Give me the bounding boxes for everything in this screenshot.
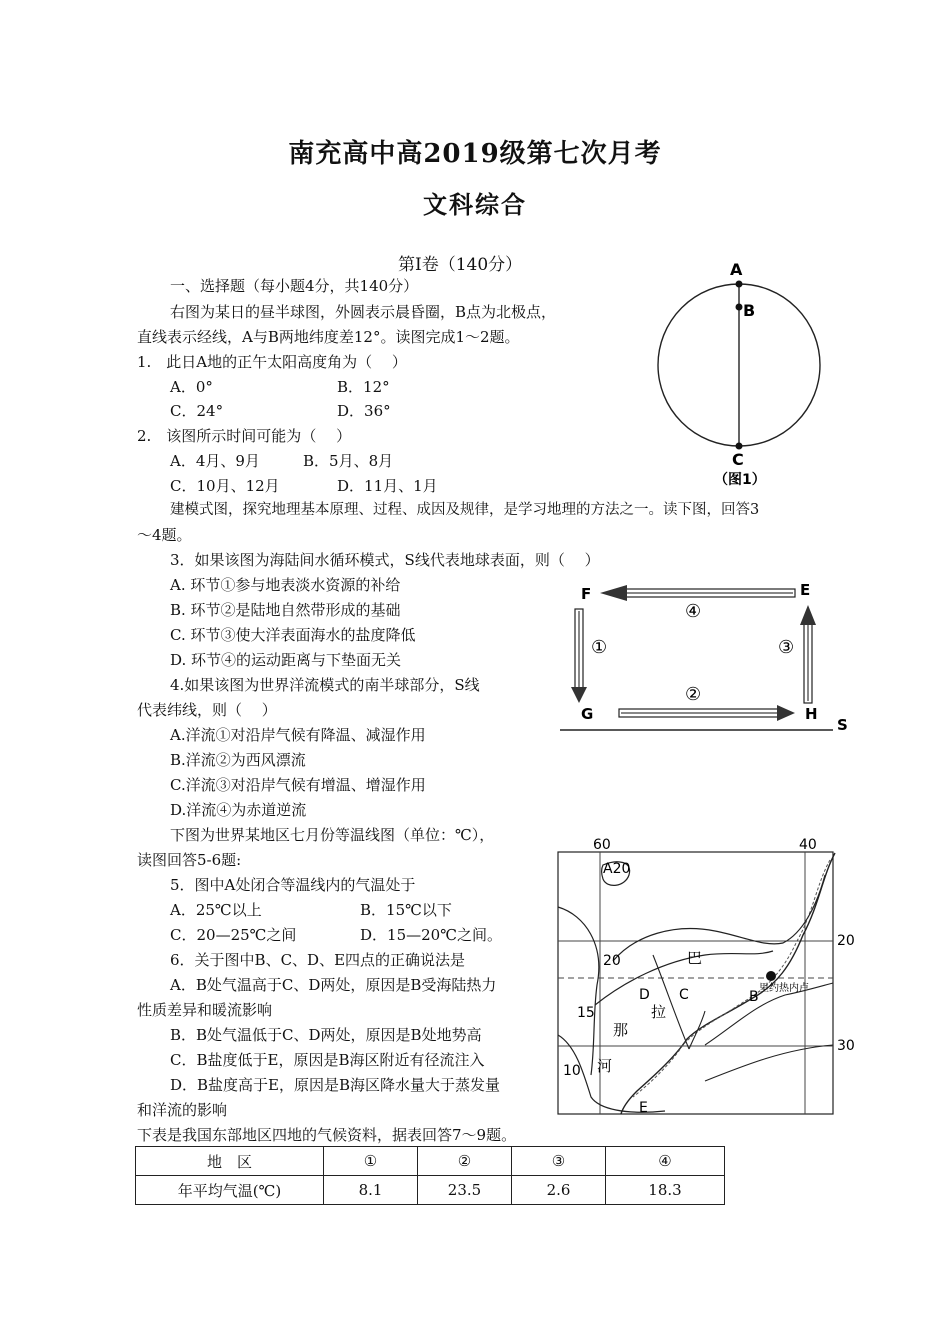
option: C．B盐度低于E，原因是B海区附近有径流注入	[170, 1051, 485, 1069]
option: A．25℃以上	[170, 901, 262, 919]
figure-1-hemisphere	[640, 255, 840, 490]
point-a	[736, 281, 743, 288]
option: B．12°	[337, 378, 390, 396]
label-n4: ④	[685, 601, 702, 622]
point-b	[736, 304, 743, 311]
option: 和洋流的影响	[137, 1101, 228, 1119]
label-he: 河	[597, 1057, 613, 1075]
figure-caption: （图1）	[714, 472, 766, 488]
option: D．15—20℃之间。	[360, 926, 502, 944]
option: A.洋流①对沿岸气候有降温、减湿作用	[170, 726, 426, 744]
option: C．24°	[170, 402, 224, 420]
label-lat30: 30	[837, 1038, 855, 1054]
label-b: B	[749, 989, 759, 1005]
question-stem: 5．图中A处闭合等温线内的气温处于	[170, 876, 416, 894]
question-stem: 6．关于图中B、C、D、E四点的正确说法是	[170, 951, 466, 969]
point-c	[736, 443, 743, 450]
table-cell: 2.6	[512, 1176, 606, 1205]
label-lat20: 20	[837, 933, 855, 949]
label-la: 拉	[651, 1003, 667, 1021]
option: 性质差异和暖流影响	[137, 1001, 273, 1019]
label-b: B	[743, 301, 756, 320]
option: B．B处气温低于C、D两处，原因是B处地势高	[170, 1026, 482, 1044]
label-e: E	[639, 1100, 648, 1116]
label-n2: ②	[685, 684, 702, 705]
arrow-1	[571, 609, 587, 703]
label-city: 里约热内卢	[759, 983, 809, 994]
rio-marker	[766, 971, 776, 981]
table-header-row	[136, 1147, 725, 1176]
label-d: D	[639, 987, 650, 1003]
intro-text: 右图为某日的昼半球图，外圆表示晨昏圈，B点为北极点，	[170, 303, 557, 321]
option: A．4月、9月	[170, 452, 260, 470]
arrow-4	[600, 585, 795, 601]
option: D．11月、1月	[337, 477, 438, 495]
option: D．36°	[337, 402, 391, 420]
option: C．20—25℃之间	[170, 926, 297, 944]
question-stem: 2. 该图所示时间可能为（ ）	[137, 427, 352, 445]
label-lon60: 60	[593, 837, 611, 853]
cycle-diagram	[555, 575, 855, 745]
intro-text: 直线表示经线，A与B两地纬度差12°。读图完成1～2题。	[137, 328, 520, 346]
table-cell: 8.1	[324, 1176, 418, 1205]
label-a: A	[730, 260, 743, 279]
isotherm-map	[555, 835, 865, 1120]
option: D. 环节④的运动距离与下垫面无关	[170, 651, 402, 669]
table-cell: 23.5	[418, 1176, 512, 1205]
arrow-3	[800, 605, 816, 703]
climate-table	[135, 1146, 725, 1205]
label-s: S	[837, 716, 848, 734]
label-iso10: 10	[563, 1063, 581, 1079]
option: D．B盐度高于E，原因是B海区降水量大于蒸发量	[170, 1076, 501, 1094]
option: A．0°	[170, 378, 213, 396]
table-header: ①	[324, 1147, 418, 1176]
option: C.洋流③对沿岸气候有增温、增湿作用	[170, 776, 426, 794]
label-h: H	[805, 705, 818, 723]
option: B.洋流②为西风漂流	[170, 751, 306, 769]
label-e: E	[800, 581, 811, 599]
isotherm-30	[705, 1045, 833, 1081]
label-lon40: 40	[799, 837, 817, 853]
option: C. 环节③使大洋表面海水的盐度降低	[170, 626, 416, 644]
label-n3: ③	[778, 637, 795, 658]
isotherm-15	[558, 907, 599, 1075]
page-title: 南充高中高2019级第七次月考	[288, 139, 662, 169]
option: B. 环节②是陆地自然带形成的基础	[170, 601, 401, 619]
option: C．10月、12月	[170, 477, 280, 495]
table-header: ③	[512, 1147, 606, 1176]
option: B．5月、8月	[303, 452, 394, 470]
label-c: C	[679, 987, 689, 1003]
arrow-2	[619, 705, 795, 721]
iso-intro: 下图为世界某地区七月份等温线图（单位：℃），	[170, 826, 495, 844]
table-intro: 下表是我国东部地区四地的气候资料，据表回答7～9题。	[137, 1126, 517, 1144]
iso-intro: 读图回答5-6题:	[137, 851, 242, 869]
table-cell: 18.3	[606, 1176, 725, 1205]
label-n1: ①	[591, 637, 608, 658]
question-stem: 3．如果该图为海陆间水循环模式，S线代表地球表面，则（ ）	[170, 551, 600, 569]
option: A．B处气温高于C、D两处，原因是B受海陆热力	[170, 976, 497, 994]
label-iso20: 20	[603, 953, 621, 969]
table-row-label: 年平均气温(℃)	[136, 1176, 324, 1205]
model-intro: ～4题。	[137, 526, 192, 544]
option: D.洋流④为赤道逆流	[170, 801, 307, 819]
label-iso15: 15	[577, 1005, 595, 1021]
label-c: C	[732, 450, 744, 469]
model-intro: 建模式图，探究地理基本原理、过程、成因及规律，是学习地理的方法之一。读下图，回答3	[170, 502, 760, 518]
option: B．15℃以下	[360, 901, 452, 919]
option: A. 环节①参与地表淡水资源的补给	[170, 576, 401, 594]
table-header: ④	[606, 1147, 725, 1176]
question-stem: 4.如果该图为世界洋流模式的南半球部分，S线	[170, 676, 480, 694]
label-g: G	[581, 705, 594, 723]
question-stem: 代表纬线，则（ ）	[137, 701, 277, 719]
volume-heading: 第Ⅰ卷（140分）	[398, 255, 523, 275]
question-stem: 1. 此日A地的正午太阳高度角为（ ）	[137, 353, 407, 371]
label-na: 那	[613, 1021, 629, 1039]
page-subtitle: 文科综合	[423, 190, 527, 219]
table-header: 地 区	[136, 1147, 324, 1176]
label-f: F	[581, 585, 592, 603]
table-row	[136, 1176, 725, 1205]
table-header: ②	[418, 1147, 512, 1176]
section-heading: 一、选择题（每小题4分，共140分）	[170, 277, 419, 295]
label-a20: A20	[603, 861, 631, 877]
label-ba: 巴	[687, 949, 703, 967]
